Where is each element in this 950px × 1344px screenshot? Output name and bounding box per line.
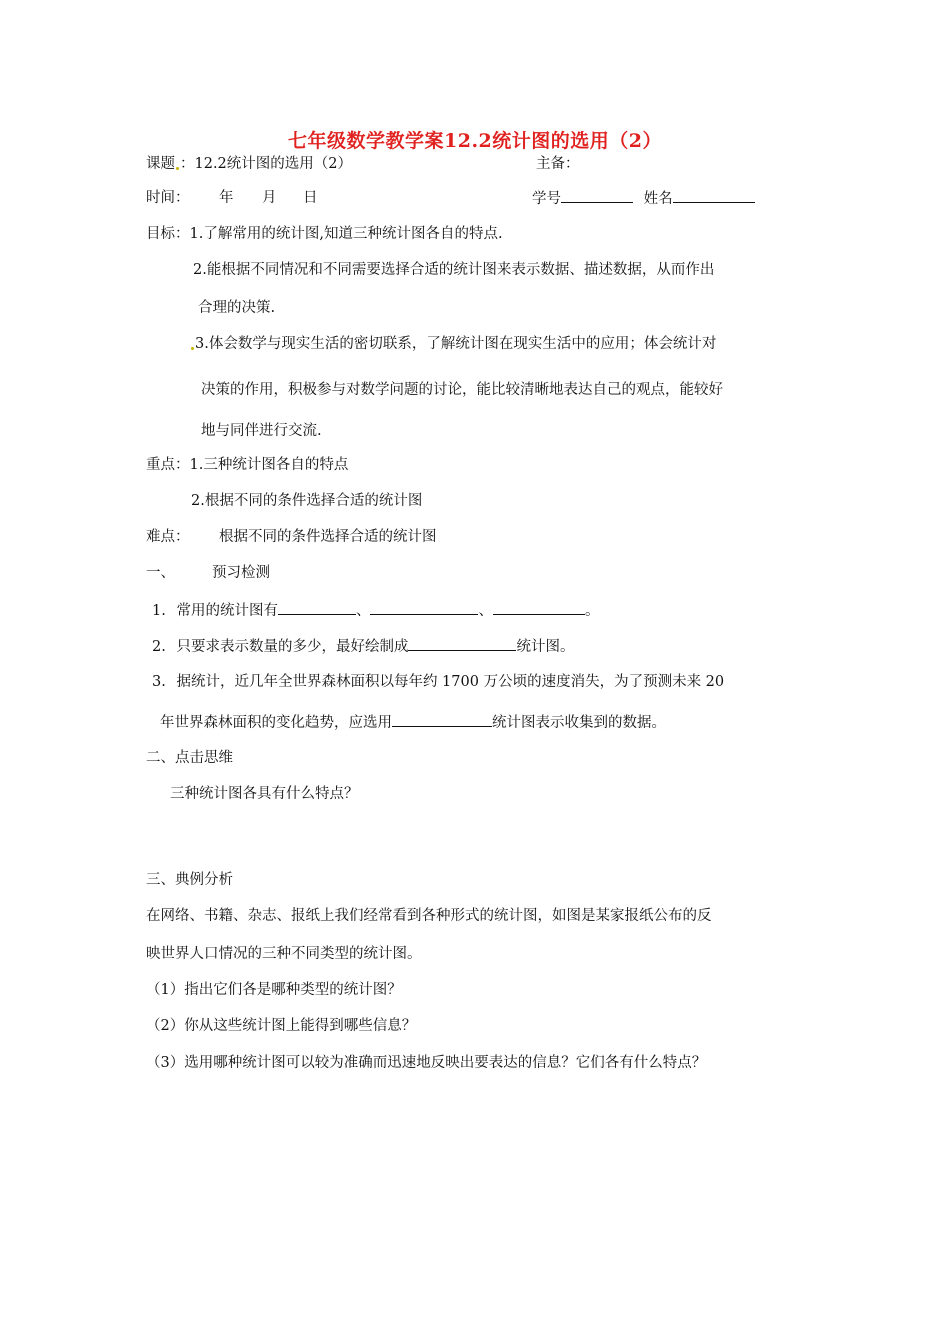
mark-dot <box>176 167 179 170</box>
goals-label: 目标： <box>146 226 190 242</box>
answer-blank[interactable] <box>408 636 516 651</box>
question-3-text-a: 年世界森林面积的变化趋势，应选用 <box>160 715 392 731</box>
key-points-label: 重点： <box>146 457 190 473</box>
separator: 、 <box>355 603 371 619</box>
topic-value: 12.2统计图的选用（2） <box>194 156 353 172</box>
section-3-question-1: （1）指出它们各是哪种类型的统计图？ <box>146 982 402 998</box>
answer-blank[interactable] <box>370 600 478 615</box>
month-label: 月 <box>262 190 277 206</box>
section-1-title: 预习检测 <box>212 565 270 581</box>
question-3-text-b: 统计图表示收集到的数据。 <box>492 715 666 731</box>
key-point-1: 1.三种统计图各自的特点 <box>189 457 349 473</box>
question-1-num: 1. <box>152 603 166 619</box>
topic-row: 课题 ：12.2统计图的选用（2） <box>146 156 353 172</box>
question-1-text: 常用的统计图有 <box>176 603 278 619</box>
question-2 <box>152 636 574 657</box>
key-points-row-1 <box>146 455 348 475</box>
section-3-para-line-2: 映世界人口情况的三种不同类型的统计图。 <box>146 946 422 962</box>
mark-dot <box>191 347 194 350</box>
question-3-num: 3. <box>152 674 166 690</box>
question-2-text-a: 只要求表示数量的多少，最好绘制成 <box>176 639 409 655</box>
section-2-question: 三种统计图各具有什么特点？ <box>170 786 359 802</box>
goal-1: 1.了解常用的统计图,知道三种统计图各自的特点. <box>189 226 503 242</box>
page-title: 七年级数学教学案12.2统计图的选用（2） <box>288 130 662 152</box>
section-2-title: 二、点击思维 <box>146 750 233 766</box>
question-3-text: 据统计，近几年全世界森林面积以每年约 1700 万公顷的速度消失，为了预测未来 20 <box>176 674 725 690</box>
topic-label: 课题 <box>146 156 175 172</box>
section-3-question-2: （2）你从这些统计图上能得到哪些信息？ <box>146 1018 417 1034</box>
answer-blank[interactable] <box>392 712 492 727</box>
question-3-line-1 <box>152 672 724 692</box>
goal-3-line-3: 地与同伴进行交流. <box>201 423 322 439</box>
goal-2-line-2: 合理的决策. <box>198 300 276 316</box>
difficulty-label: 难点： <box>146 529 190 545</box>
year-label: 年 <box>219 190 234 206</box>
student-no-row <box>532 188 755 209</box>
answer-blank[interactable] <box>493 600 585 615</box>
question-2-text-b: 统计图。 <box>516 639 575 655</box>
goal-2-line-1: 2.能根据不同情况和不同需要选择合适的统计图来表示数据、描述数据，从而作出 <box>193 262 715 278</box>
preparer-label: 主备： <box>536 156 580 172</box>
student-no-label: 学号 <box>532 191 561 207</box>
question-1 <box>152 600 599 621</box>
student-no-field[interactable] <box>561 188 633 203</box>
key-point-2: 2.根据不同的条件选择合适的统计图 <box>191 493 423 509</box>
goals-row-1 <box>146 224 503 244</box>
day-label: 日 <box>303 190 318 206</box>
question-3-line-2 <box>160 712 666 733</box>
goal-3-line-2: 决策的作用，积极参与对数学问题的讨论，能比较清晰地表达自己的观点，能较好 <box>201 382 723 398</box>
section-3-question-3: （3）选用哪种统计图可以较为准确而迅速地反映出要表达的信息？它们各有什么特点？ <box>146 1055 707 1071</box>
goal-3-line-1-row <box>190 334 716 354</box>
end-mark: 。 <box>584 603 600 619</box>
goal-3-line-1: 3.体会数学与现实生活的密切联系，了解统计图在现实生活中的应用；体会统计对 <box>195 336 717 352</box>
answer-blank[interactable] <box>278 600 356 615</box>
section-3-para-line-1: 在网络、书籍、杂志、报纸上我们经常看到各种形式的统计图，如图是某家报纸公布的反 <box>146 908 712 924</box>
question-2-num: 2. <box>152 639 166 655</box>
separator: 、 <box>478 603 493 619</box>
difficulty-text: 根据不同的条件选择合适的统计图 <box>219 529 437 545</box>
name-label: 姓名 <box>643 191 673 207</box>
name-field[interactable] <box>673 188 755 203</box>
section-3-title: 三、典例分析 <box>146 872 233 888</box>
section-1-num: 一、 <box>146 565 175 581</box>
time-label: 时间： <box>146 190 190 206</box>
